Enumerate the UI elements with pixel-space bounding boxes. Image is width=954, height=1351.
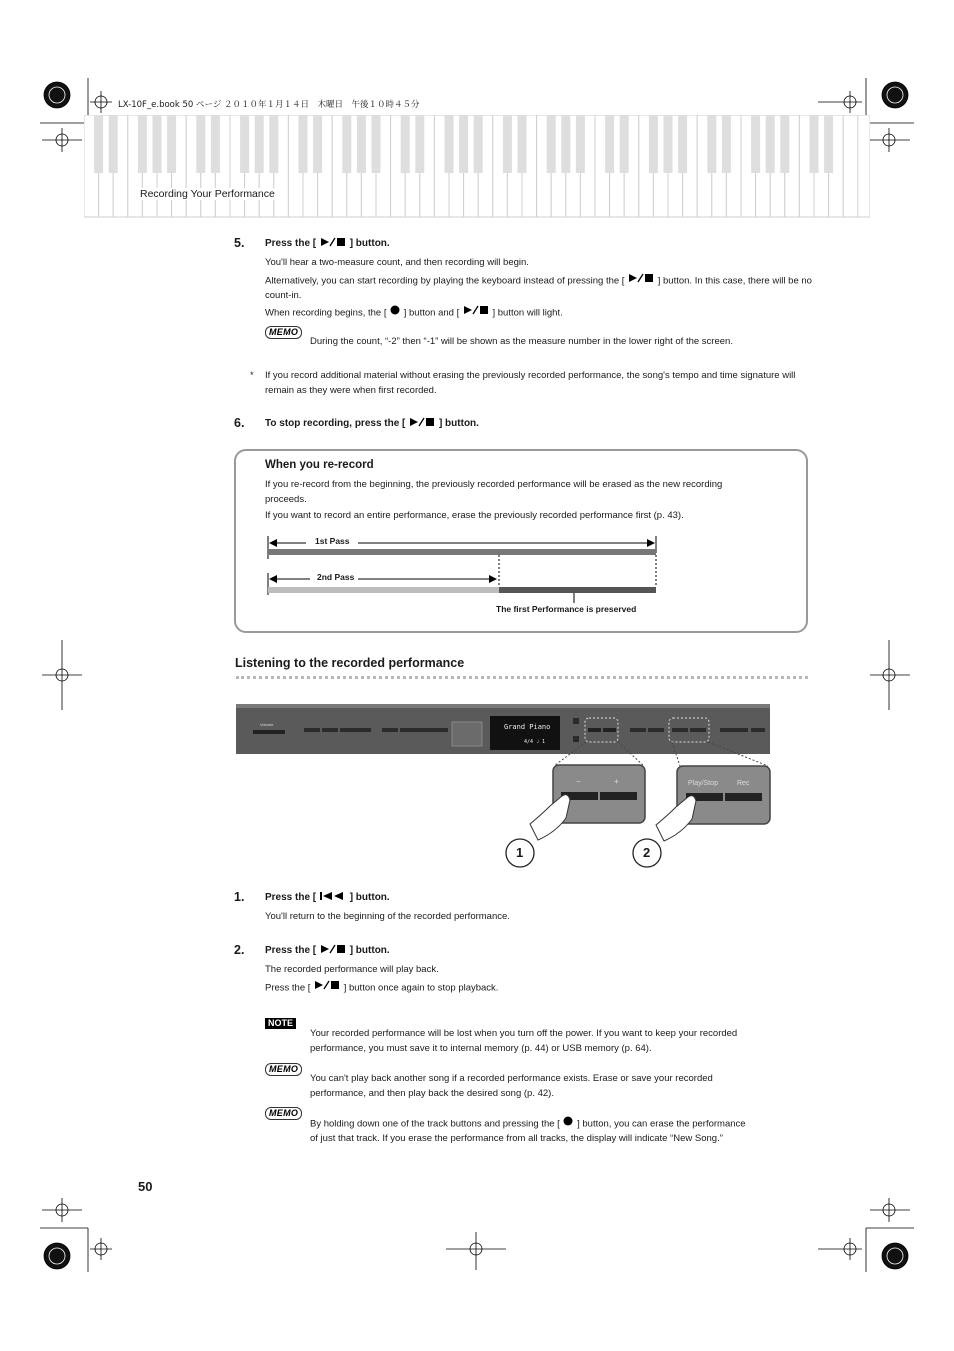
black-key [255,115,264,173]
play-stop-icon [313,980,341,996]
volume-label: Volume [260,722,274,727]
black-key [474,115,483,173]
listen-step-2-line-1: The recorded performance will play back. [265,964,439,975]
memo-count-text: During the count, “-2” then “-1” will be shown as the measure number in the lower right of the screen. [310,336,733,347]
preserved-label: The first Performance is preserved [496,604,637,614]
step-5-line-2: Alternatively, you can start recording by playing the keyboard instead of pressing the [ ] button. In this case, there will be no count-in. [265,273,813,303]
black-key [372,115,381,173]
black-key [138,115,147,173]
black-key [109,115,118,173]
black-key [299,115,308,173]
display-line-1: Grand Piano [504,723,551,731]
black-key [94,115,103,173]
play-stop-icon [627,273,655,289]
asterisk-note-text: If you record additional material without erasing the previously recorded performance, the song's tempo and time signature will remain as they were when first recorded. [265,370,796,396]
black-key [649,115,658,173]
black-key [780,115,789,173]
record-icon [562,1116,574,1132]
black-key [547,115,556,173]
black-key [824,115,833,173]
black-key [518,115,527,173]
listen-step-2-title: Press the [ ] button. [265,945,390,957]
black-key [722,115,731,173]
memo-2-text: You can't play back another song if a recorded performance exists. Erase or save your recorded performance, and then play back the desired song (p. 42). [310,1073,713,1099]
memo-tag: MEMO [265,326,302,339]
heading-dotted-rule [236,676,808,679]
pass-1-label: 1st Pass [312,536,353,546]
zoom-play-stop-label: Play/Stop [688,780,718,787]
zoom-rec-label: Rec [737,780,750,787]
memo-tag-2: MEMO [265,1063,302,1076]
rerecord-box [234,449,808,633]
play-stop-icon [319,237,347,250]
black-key [445,115,454,173]
black-key [211,115,220,173]
black-key [766,115,775,173]
black-key [751,115,760,173]
black-key [269,115,278,173]
asterisk-mark: * [250,370,254,381]
black-key [459,115,468,173]
black-key [196,115,205,173]
memo-tag-3: MEMO [265,1107,302,1120]
black-key [167,115,176,173]
white-key [843,115,858,217]
listen-step-2-line-2: Press the [ ] button once again to stop playback. [265,980,498,996]
black-key [313,115,322,173]
black-key [605,115,614,173]
listen-step-1-line: You'll return to the beginning of the recorded performance. [265,911,510,922]
black-key [561,115,570,173]
file-info-line: LX-10F_e.book 50 ページ ２０１０年１月１４日 木曜日 午後１０時４５分 [118,100,420,110]
black-key [357,115,366,173]
control-panel-illustration [236,704,771,874]
memo-3-text: By holding down one of the track buttons and pressing the [ ] button, you can erase the performance of just that track. If you erase the performance from all tracks, the display will indicate “New Song.” [310,1116,750,1146]
step-5-line-1: You'll hear a two-measure count, and then recording will begin. [265,257,529,268]
black-key [678,115,687,173]
rerecord-para-1: If you re-record from the beginning, the previously recorded performance will be erased as the new recording proceeds. [265,479,723,505]
play-stop-icon [319,944,347,957]
black-key [707,115,716,173]
black-key [810,115,819,173]
black-key [342,115,351,173]
listening-heading: Listening to the recorded performance [235,656,465,670]
step-6-title: To stop recording, press the [ ] button. [265,418,479,430]
note-tag: NOTE [265,1018,296,1029]
page-number: 50 [138,1179,153,1194]
black-key [415,115,424,173]
black-key [576,115,585,173]
play-stop-icon [408,417,436,430]
step-5-line-3: When recording begins, the [ ] button and [ ] button will light. [265,305,563,321]
listen-step-2-number: 2. [234,943,245,957]
black-key [401,115,410,173]
black-key [153,115,162,173]
black-key [503,115,512,173]
black-key [240,115,249,173]
zoom-plus-label: + [614,777,619,786]
display-line-2: 4/4 ♩ 1 [524,739,546,745]
zoom-minus-label: − [576,777,581,786]
step-5-number: 5. [234,236,245,250]
step-6-number: 6. [234,416,245,430]
callout-2: 2 [643,845,651,860]
step-5-title: Press the [ ] button. [265,238,390,250]
section-title: Recording Your Performance [140,188,275,200]
record-icon [389,305,401,321]
rerecord-heading: When you re-record [265,459,374,471]
callout-1: 1 [516,845,524,860]
listen-step-1-number: 1. [234,890,245,904]
play-stop-icon [462,305,490,321]
piano-keys-banner [84,115,870,219]
listen-step-1-title: Press the [ ] button. [265,892,390,904]
black-key [664,115,673,173]
note-text: Your recorded performance will be lost when you turn off the power. If you want to keep your recorded performance, you must save it to internal memory (p. 44) or USB memory (p. 64). [310,1028,738,1054]
rerecord-para-2: If you want to record an entire performance, erase the previously recorded performance first (p. 43). [265,510,684,521]
rewind-icon [319,891,347,904]
pass-2-label: 2nd Pass [314,572,357,582]
black-key [620,115,629,173]
